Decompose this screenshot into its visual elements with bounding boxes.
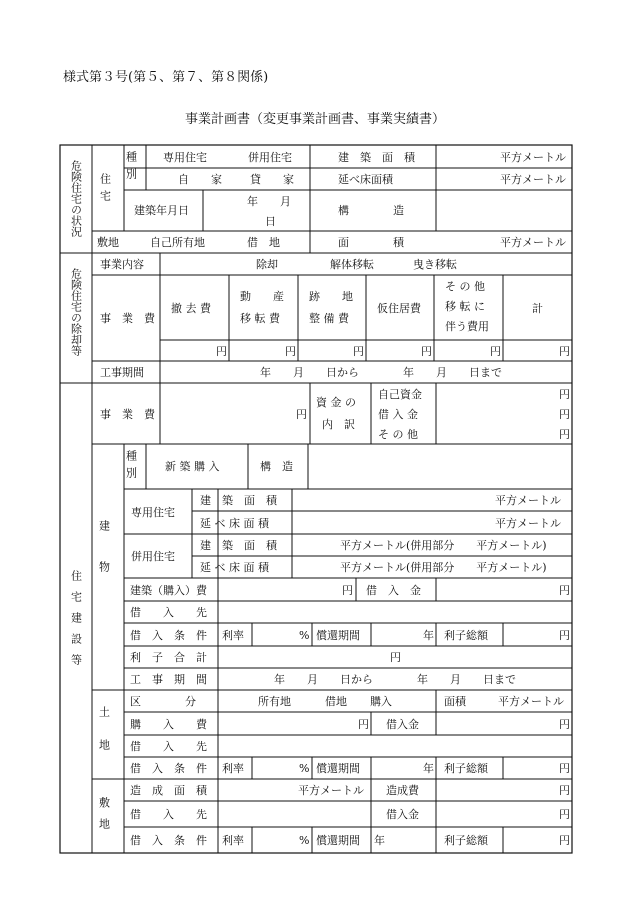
riritsu-label: 利率 — [222, 834, 244, 847]
jigyo-naiyou-label: 事業内容 — [100, 258, 144, 271]
sonota-2: 移 転 に — [445, 300, 485, 313]
kenchiku-menseki-label: 建 築 面 積 — [338, 151, 415, 164]
heiyo-jutaku: 併用住宅 — [248, 151, 292, 164]
kenchiku-menseki-label: 建 築 面 積 — [200, 539, 277, 552]
nobe-yuka-label: 延 べ 床 面 積 — [200, 517, 269, 530]
yen: 円 — [285, 345, 296, 358]
kubun-label: 区 分 — [130, 695, 196, 708]
karisumai-hi: 仮住居費 — [377, 302, 421, 315]
hiki-iten: 曳き移転 — [413, 258, 457, 271]
heiho-unit: 平方メートル — [498, 695, 564, 708]
tekkyo-hi: 撤 去 費 — [171, 302, 211, 315]
senyo-jutaku: 専用住宅 — [163, 151, 207, 164]
sec3-label: 住宅建設等 — [69, 570, 83, 675]
kariire-kin-label: 借 入 金 — [366, 584, 421, 597]
konyuhi-label: 購 入 費 — [130, 718, 207, 731]
menseki-label: 面積 — [444, 695, 466, 708]
yen: 円 — [296, 408, 307, 421]
shoyuchi: 所有地 — [258, 695, 291, 708]
yen: 円 — [559, 808, 570, 821]
heiho-unit: 平方メートル — [500, 151, 566, 164]
yen: 円 — [559, 718, 570, 731]
shokan-kikan-label: 償還期間 — [316, 762, 360, 775]
yen: 円 — [559, 408, 570, 421]
dousan-1: 動 産 — [240, 290, 284, 303]
tochi-label: 土地 — [97, 706, 111, 772]
nen: 年 — [423, 629, 434, 642]
yen: 円 — [342, 584, 353, 597]
kozo-label: 構 造 — [260, 460, 293, 473]
heiyo-heiho-unit: 平方メートル(併用部分 平方メートル) — [340, 561, 547, 574]
yen: 円 — [216, 345, 227, 358]
yen: 円 — [559, 388, 570, 401]
kariire-kin-label: 借入金 — [386, 808, 419, 821]
jika: 自 家 — [178, 173, 222, 186]
nobe-yuka-label: 延 べ 床 面 積 — [200, 561, 269, 574]
heiho-unit: 平方メートル — [495, 494, 561, 507]
shikin-uchiwake-1: 資 金 の — [316, 396, 356, 409]
yen: 円 — [490, 345, 501, 358]
kariiresaki-label: 借 入 先 — [130, 606, 207, 619]
yen: 円 — [358, 718, 369, 731]
yen: 円 — [559, 345, 570, 358]
sec1-label: 危険住宅の状況 — [69, 160, 83, 237]
shikichi-label: 敷地 — [97, 797, 111, 839]
koji-kikan-label: 工事期間 — [100, 366, 144, 379]
jiko-shikin: 自己資金 — [378, 388, 422, 401]
heiyo-heiho-unit: 平方メートル(併用部分 平方メートル) — [340, 539, 547, 552]
year-month: 年 月 — [247, 195, 291, 208]
heiho-unit: 平方メートル — [500, 173, 566, 186]
riritsu-label: 利率 — [222, 762, 244, 775]
riritsu-label: 利率 — [222, 629, 244, 642]
atochi-2: 整 備 費 — [309, 312, 349, 325]
document-title: 事業計画書（変更事業計画書、事業実績書） — [184, 112, 445, 127]
nobe-yuka-label: 延べ床面積 — [338, 173, 393, 186]
kashiya: 貸 家 — [250, 173, 294, 186]
sonota-1: そ の 他 — [445, 280, 485, 293]
koji-kikan-value: 年 月 日から 年 月 日まで — [274, 673, 516, 686]
yen: 円 — [353, 345, 364, 358]
percent: % — [299, 834, 310, 847]
menseki-label: 面 積 — [338, 236, 404, 249]
kenchiku-konyu-hi-label: 建築（購入）費 — [130, 584, 207, 597]
yen: 円 — [559, 584, 570, 597]
atochi-1: 跡 地 — [309, 290, 353, 303]
sonota-3: 伴う費用 — [445, 320, 489, 333]
dousan-2: 移 転 費 — [240, 312, 280, 325]
kenchiku-menseki-label: 建 築 面 積 — [200, 494, 277, 507]
jigyohi-label: 事 業 費 — [100, 312, 155, 325]
rishi-sogaku-label: 利子総額 — [444, 762, 488, 775]
kariire-kin-label: 借入金 — [386, 718, 419, 731]
shikin-uchiwake-2: 内 訳 — [322, 418, 355, 431]
jigyohi-label: 事 業 費 — [100, 408, 155, 421]
nen: 年 — [423, 762, 434, 775]
yen: 円 — [559, 784, 570, 797]
yen: 円 — [559, 762, 570, 775]
form-number: 様式第３号(第５、第７、第８関係) — [63, 70, 269, 85]
shikichi-label: 敷地 — [97, 236, 119, 249]
shubetsu-label: 種別 — [124, 450, 138, 484]
jiko-shoyu: 自己所有地 — [150, 236, 205, 249]
kariire-joken-label: 借 入 条 件 — [130, 762, 207, 775]
shubetsu-label: 種別 — [124, 151, 138, 185]
heiho-unit: 平方メートル — [500, 236, 566, 249]
kariiresaki-label: 借 入 先 — [130, 740, 207, 753]
percent: % — [299, 762, 310, 775]
nen: 年 — [374, 834, 385, 847]
shokan-kikan-label: 償還期間 — [316, 834, 360, 847]
senyo-jutaku: 専用住宅 — [131, 506, 175, 519]
yen: 円 — [559, 428, 570, 441]
kei: 計 — [532, 302, 543, 315]
shokan-kikan-label: 償還期間 — [316, 629, 360, 642]
koji-kikan-label: 工 事 期 間 — [130, 673, 207, 686]
shinchiku-konyu: 新 築 購 入 — [165, 460, 220, 473]
kaitai-iten: 解体移転 — [330, 258, 374, 271]
yen: 円 — [421, 345, 432, 358]
koji-kikan-value: 年 月 日から 年 月 日まで — [260, 366, 502, 379]
kenchiku-date-label: 建築年月日 — [134, 204, 189, 217]
sec2-label: 危険住宅の除却等 — [69, 268, 83, 356]
shakuchi: 借地 — [325, 695, 347, 708]
rishi-sogaku-label: 利子総額 — [444, 834, 488, 847]
yen: 円 — [390, 651, 401, 664]
sonota: そ の 他 — [378, 428, 418, 441]
kariire-kin: 借 入 金 — [378, 408, 418, 421]
zoseihi-label: 造成費 — [386, 784, 419, 797]
kozo-label: 構 造 — [338, 204, 404, 217]
day: 日 — [265, 215, 276, 228]
zosei-menseki-label: 造 成 面 積 — [130, 784, 207, 797]
kariiresaki-label: 借 入 先 — [130, 808, 207, 821]
kariire-joken-label: 借 入 条 件 — [130, 629, 207, 642]
shakuchi: 借 地 — [247, 236, 280, 249]
yen: 円 — [559, 629, 570, 642]
tatemono-label: 建物 — [97, 520, 111, 602]
rishi-gokei-label: 利 子 合 計 — [130, 651, 207, 664]
konyu: 購入 — [370, 695, 392, 708]
heiho-unit: 平方メートル — [298, 784, 364, 797]
jutaku-label: 住宅 — [98, 173, 112, 207]
kariire-joken-label: 借 入 条 件 — [130, 834, 207, 847]
jokyaku: 除却 — [256, 258, 278, 271]
rishi-sogaku-label: 利子総額 — [444, 629, 488, 642]
percent: % — [299, 629, 310, 642]
heiyo-jutaku: 併用住宅 — [131, 550, 175, 563]
yen: 円 — [559, 834, 570, 847]
heiho-unit: 平方メートル — [495, 517, 561, 530]
